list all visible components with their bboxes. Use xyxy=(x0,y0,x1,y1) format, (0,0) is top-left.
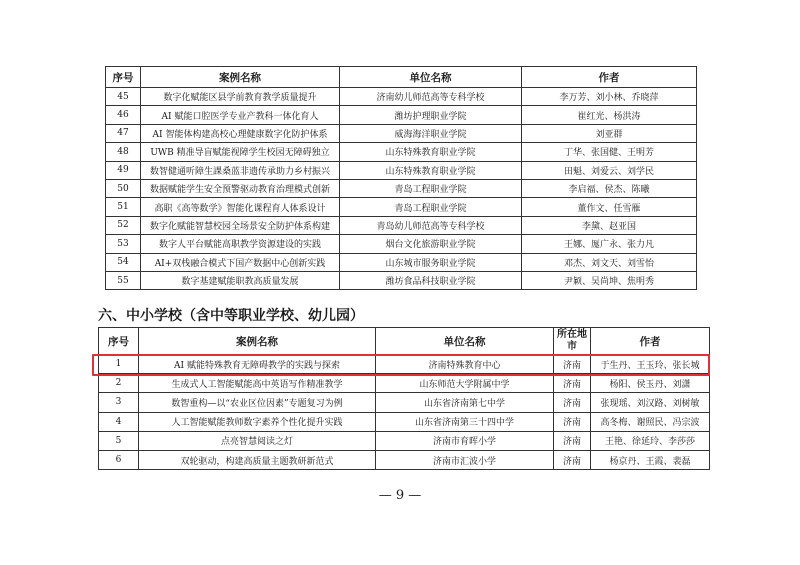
row-no: 53 xyxy=(106,235,141,253)
col-header-author: 作者 xyxy=(522,67,697,88)
row-unit: 济南幼儿师范高等专科学校 xyxy=(340,88,522,106)
row-city: 济南 xyxy=(554,450,591,469)
row-unit: 山东省济南第七中学 xyxy=(376,393,554,412)
table-row xyxy=(106,253,697,271)
table-vocational-cases xyxy=(105,66,697,290)
table-row xyxy=(106,106,697,124)
row-author: 崔红光、杨洪涛 xyxy=(522,106,697,124)
row-no: 55 xyxy=(106,271,141,289)
row-case: 数字化赋能智慧校园全场景安全防护体系构建 xyxy=(141,216,340,234)
row-no: 49 xyxy=(106,161,141,179)
table-row xyxy=(106,161,697,179)
row-author: 刘亚群 xyxy=(522,124,697,142)
row-unit: 济南特殊教育中心 xyxy=(376,355,554,374)
row-no: 54 xyxy=(106,253,141,271)
col-header-unit: 单位名称 xyxy=(340,67,522,88)
row-case: 生成式人工智能赋能高中英语写作精准教学 xyxy=(139,374,376,393)
row-unit: 威海海洋职业学院 xyxy=(340,124,522,142)
row-case: UWB 精准导盲赋能视障学生校园无障碍独立 xyxy=(141,143,340,161)
row-author: 王娜、厖广永、张力凡 xyxy=(522,235,697,253)
row-no: 52 xyxy=(106,216,141,234)
table-row xyxy=(106,271,697,289)
row-author: 高冬梅、谢照民、冯宗波 xyxy=(591,412,710,431)
row-author: 杨阳、侯玉丹、刘潇 xyxy=(591,374,710,393)
table-header-row xyxy=(106,67,697,88)
row-city: 济南 xyxy=(554,355,591,374)
table-row xyxy=(106,216,697,234)
col-header-case: 案例名称 xyxy=(141,67,340,88)
row-no: 46 xyxy=(106,106,141,124)
col-header-case: 案例名称 xyxy=(139,328,376,355)
row-author: 张现瑶、刘汉路、刘树敏 xyxy=(591,393,710,412)
table-header-row xyxy=(99,328,710,355)
row-author: 邓杰、刘文天、刘雪怡 xyxy=(522,253,697,271)
page-number: — 9 — xyxy=(378,488,422,503)
row-case: 数字基建赋能职教高质量发展 xyxy=(141,271,340,289)
table-row xyxy=(106,143,697,161)
row-case: 数智健通听障生課桑蓝非遗传承助力乡村振兴 xyxy=(141,161,340,179)
table-row xyxy=(106,198,697,216)
row-case: AI 智能体构建高校心理健康数字化防护体系 xyxy=(141,124,340,142)
table-row xyxy=(99,374,710,393)
row-case: 双轮驱动，构建高质量主题教研新范式 xyxy=(139,450,376,469)
section-title: 六、中小学校（含中等职业学校、幼儿园） xyxy=(98,308,364,324)
row-unit: 潍坊食品科技职业学院 xyxy=(340,271,522,289)
row-unit: 青岛幼儿师范高等专科学校 xyxy=(340,216,522,234)
row-author: 田魁、刘爱云、刘学民 xyxy=(522,161,697,179)
row-case: 高职《高等数学》智能化课程育人体系设计 xyxy=(141,198,340,216)
row-case: 数据赋能学生安全预警驱动教育治理模式创新 xyxy=(141,179,340,197)
row-unit: 山东特殊教育职业学院 xyxy=(340,143,522,161)
table-row xyxy=(99,412,710,431)
row-unit: 潍坊护理职业学院 xyxy=(340,106,522,124)
row-unit: 青岛工程职业学院 xyxy=(340,198,522,216)
col-header-city: 所在地市 xyxy=(554,328,591,355)
table-row xyxy=(99,393,710,412)
table-row xyxy=(99,355,710,374)
row-city: 济南 xyxy=(554,412,591,431)
row-case: 数智重构—以“农业区位因素”专题复习为例 xyxy=(139,393,376,412)
row-no: 6 xyxy=(99,450,139,469)
row-city: 济南 xyxy=(554,431,591,450)
row-no: 50 xyxy=(106,179,141,197)
row-case: AI 赋能特殊教育无障碍教学的实践与探索 xyxy=(139,355,376,374)
row-no: 51 xyxy=(106,198,141,216)
row-author: 王艳、徐延玲、李莎莎 xyxy=(591,431,710,450)
row-author: 尹颖、吴尚坤、焦明秀 xyxy=(522,271,697,289)
row-no: 48 xyxy=(106,143,141,161)
table-row xyxy=(99,431,710,450)
row-case: AI 赋能口腔医学专业产教科一体化育人 xyxy=(141,106,340,124)
row-case: AI+双栈融合模式下国产数据中心创新实践 xyxy=(141,253,340,271)
row-case: 人工智能赋能教师数字素养个性化提升实践 xyxy=(139,412,376,431)
row-no: 4 xyxy=(99,412,139,431)
row-no: 3 xyxy=(99,393,139,412)
row-author: 董作文、任雪雁 xyxy=(522,198,697,216)
row-author: 丁华、张国健、王明芳 xyxy=(522,143,697,161)
row-city: 济南 xyxy=(554,374,591,393)
row-case: 数字人平台赋能高职教学资源建设的实践 xyxy=(141,235,340,253)
row-author: 杨京丹、王霞、裴磊 xyxy=(591,450,710,469)
row-author: 李万芳、刘小林、乔晓萍 xyxy=(522,88,697,106)
table-row xyxy=(106,88,697,106)
row-case: 数字化赋能区县学前教育教学质量提升 xyxy=(141,88,340,106)
col-header-no: 序号 xyxy=(106,67,141,88)
row-case: 点亮智慧阅读之灯 xyxy=(139,431,376,450)
row-unit: 济南市育晖小学 xyxy=(376,431,554,450)
row-unit: 山东城市服务职业学院 xyxy=(340,253,522,271)
row-no: 5 xyxy=(99,431,139,450)
row-author: 李黛、赵亚国 xyxy=(522,216,697,234)
table-row xyxy=(106,124,697,142)
row-unit: 山东特殊教育职业学院 xyxy=(340,161,522,179)
row-author: 于生丹、王玉玲、张长城 xyxy=(591,355,710,374)
col-header-author: 作者 xyxy=(591,328,710,355)
row-unit: 山东省济南第三十四中学 xyxy=(376,412,554,431)
table-row xyxy=(106,179,697,197)
row-no: 1 xyxy=(99,355,139,374)
table-row xyxy=(99,450,710,469)
table-school-cases xyxy=(98,327,710,470)
table-row xyxy=(106,235,697,253)
row-unit: 青岛工程职业学院 xyxy=(340,179,522,197)
row-city: 济南 xyxy=(554,393,591,412)
row-unit: 济南市汇波小学 xyxy=(376,450,554,469)
row-no: 45 xyxy=(106,88,141,106)
row-unit: 山东师范大学附属中学 xyxy=(376,374,554,393)
col-header-unit: 单位名称 xyxy=(376,328,554,355)
row-no: 47 xyxy=(106,124,141,142)
row-no: 2 xyxy=(99,374,139,393)
col-header-no: 序号 xyxy=(99,328,139,355)
row-unit: 烟台文化旅游职业学院 xyxy=(340,235,522,253)
row-author: 李启福、侯杰、陈曦 xyxy=(522,179,697,197)
